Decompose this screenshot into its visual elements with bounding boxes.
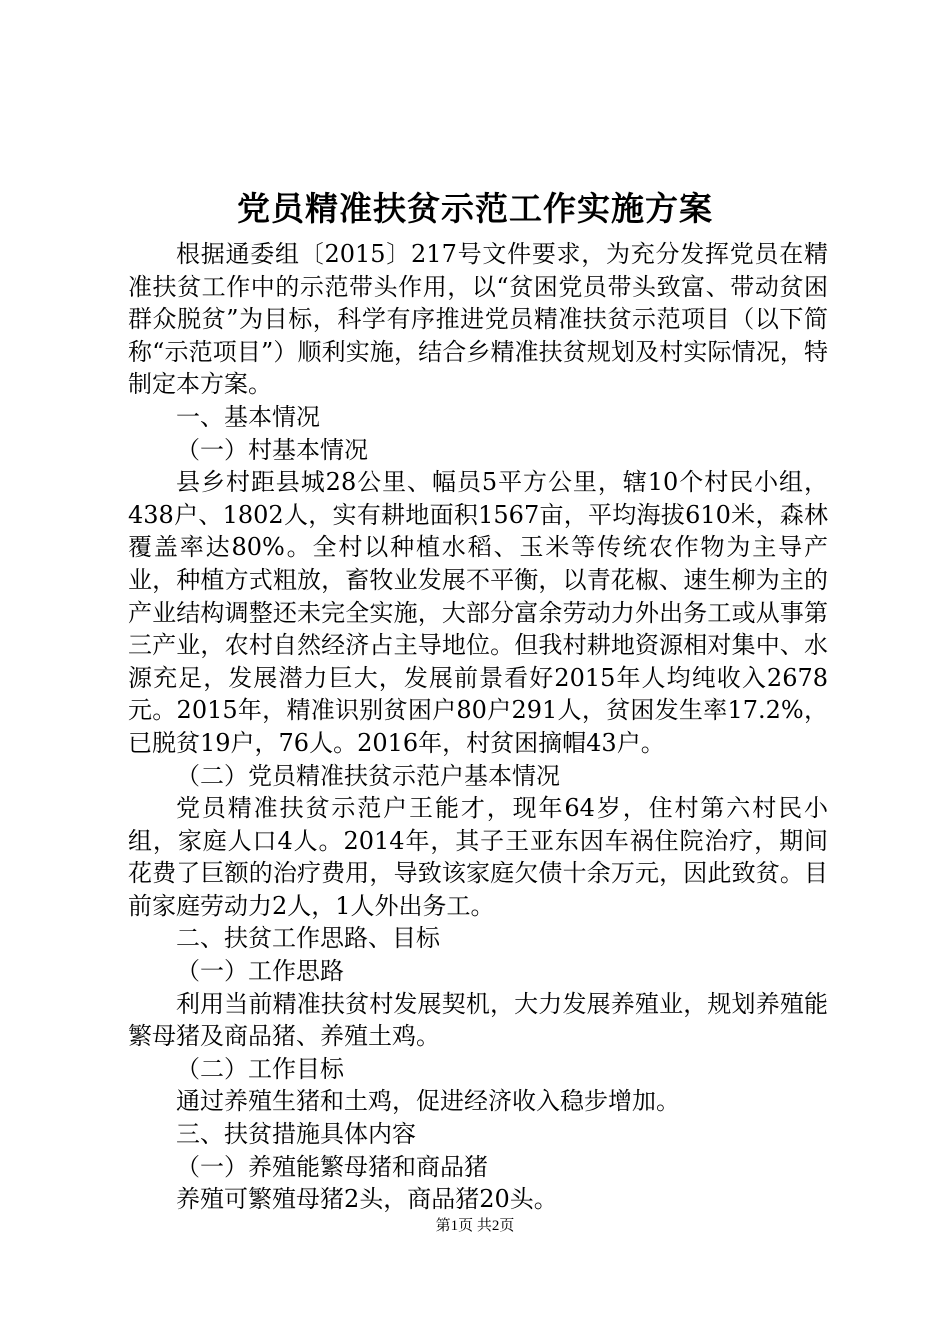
subsection-heading: （一）村基本情况 xyxy=(176,435,368,464)
page-footer: 第1页 共2页 xyxy=(435,1218,515,1234)
paragraph: 根据通委组〔2015〕217号文件要求，为充分发挥党员在精准扶贫工作中的示范带头作用，以“贫困党员带头致富、带动贫困群众脱贫”为目标，科学有序推进党员精准扶贫示范项目（以下简称“示范项目”）顺利实施，结合乡精准扶贫规划及村实际情况，特制定本方案。 xyxy=(128,240,828,399)
page-title: 党员精准扶贫示范工作实施方案 xyxy=(237,189,713,228)
paragraph: 县乡村距县城28公里、幅员5平方公里，辖10个村民小组，438户、1802人，实有耕地面积1567亩，平均海拔610米，森林覆盖率达80%。全村以种植水稻、玉米等传统农作物为主导产业，种植方式粗放，畜牧业发展不平衡，以青花椒、速生柳为主的产业结构调整还未完全实施，大部分富余劳动力外出务工或从事第三产业，农村自然经济占主导地位。但我村耕地资源相对集中、水源充足，发展潜力巨大，发展前景看好2015年人均纯收入2678元。2015年，精准识别贫困户80户291人，贫困发生率17.2%，已脱贫19户，76人。2016年，村贫困摘帽43户。 xyxy=(128,468,828,757)
paragraph: 党员精准扶贫示范户王能才，现年64岁，住村第六村民小组，家庭人口4人。2014年，其子王亚东因车祸住院治疗，期间花费了巨额的治疗费用，导致该家庭欠债十余万元，因此致贫。目前家庭劳动力2人，1人外出务工。 xyxy=(128,794,828,920)
paragraph: 利用当前精准扶贫村发展契机，大力发展养殖业，规划养殖能繁母猪及商品猪、养殖土鸡。 xyxy=(128,989,828,1051)
section-heading: 三、扶贫措施具体内容 xyxy=(176,1120,416,1149)
subsection-heading: （一）养殖能繁母猪和商品猪 xyxy=(176,1152,488,1181)
subsection-heading: （一）工作思路 xyxy=(176,957,344,986)
paragraph: 通过养殖生猪和土鸡，促进经济收入稳步增加。 xyxy=(176,1087,680,1116)
subsection-heading: （二）工作目标 xyxy=(176,1054,344,1083)
paragraph: 养殖可繁殖母猪2头，商品猪20头。 xyxy=(176,1185,558,1214)
subsection-heading: （二）党员精准扶贫示范户基本情况 xyxy=(176,761,560,790)
document-body xyxy=(128,238,828,1216)
section-heading: 二、扶贫工作思路、目标 xyxy=(176,924,440,953)
section-heading: 一、基本情况 xyxy=(176,402,320,431)
